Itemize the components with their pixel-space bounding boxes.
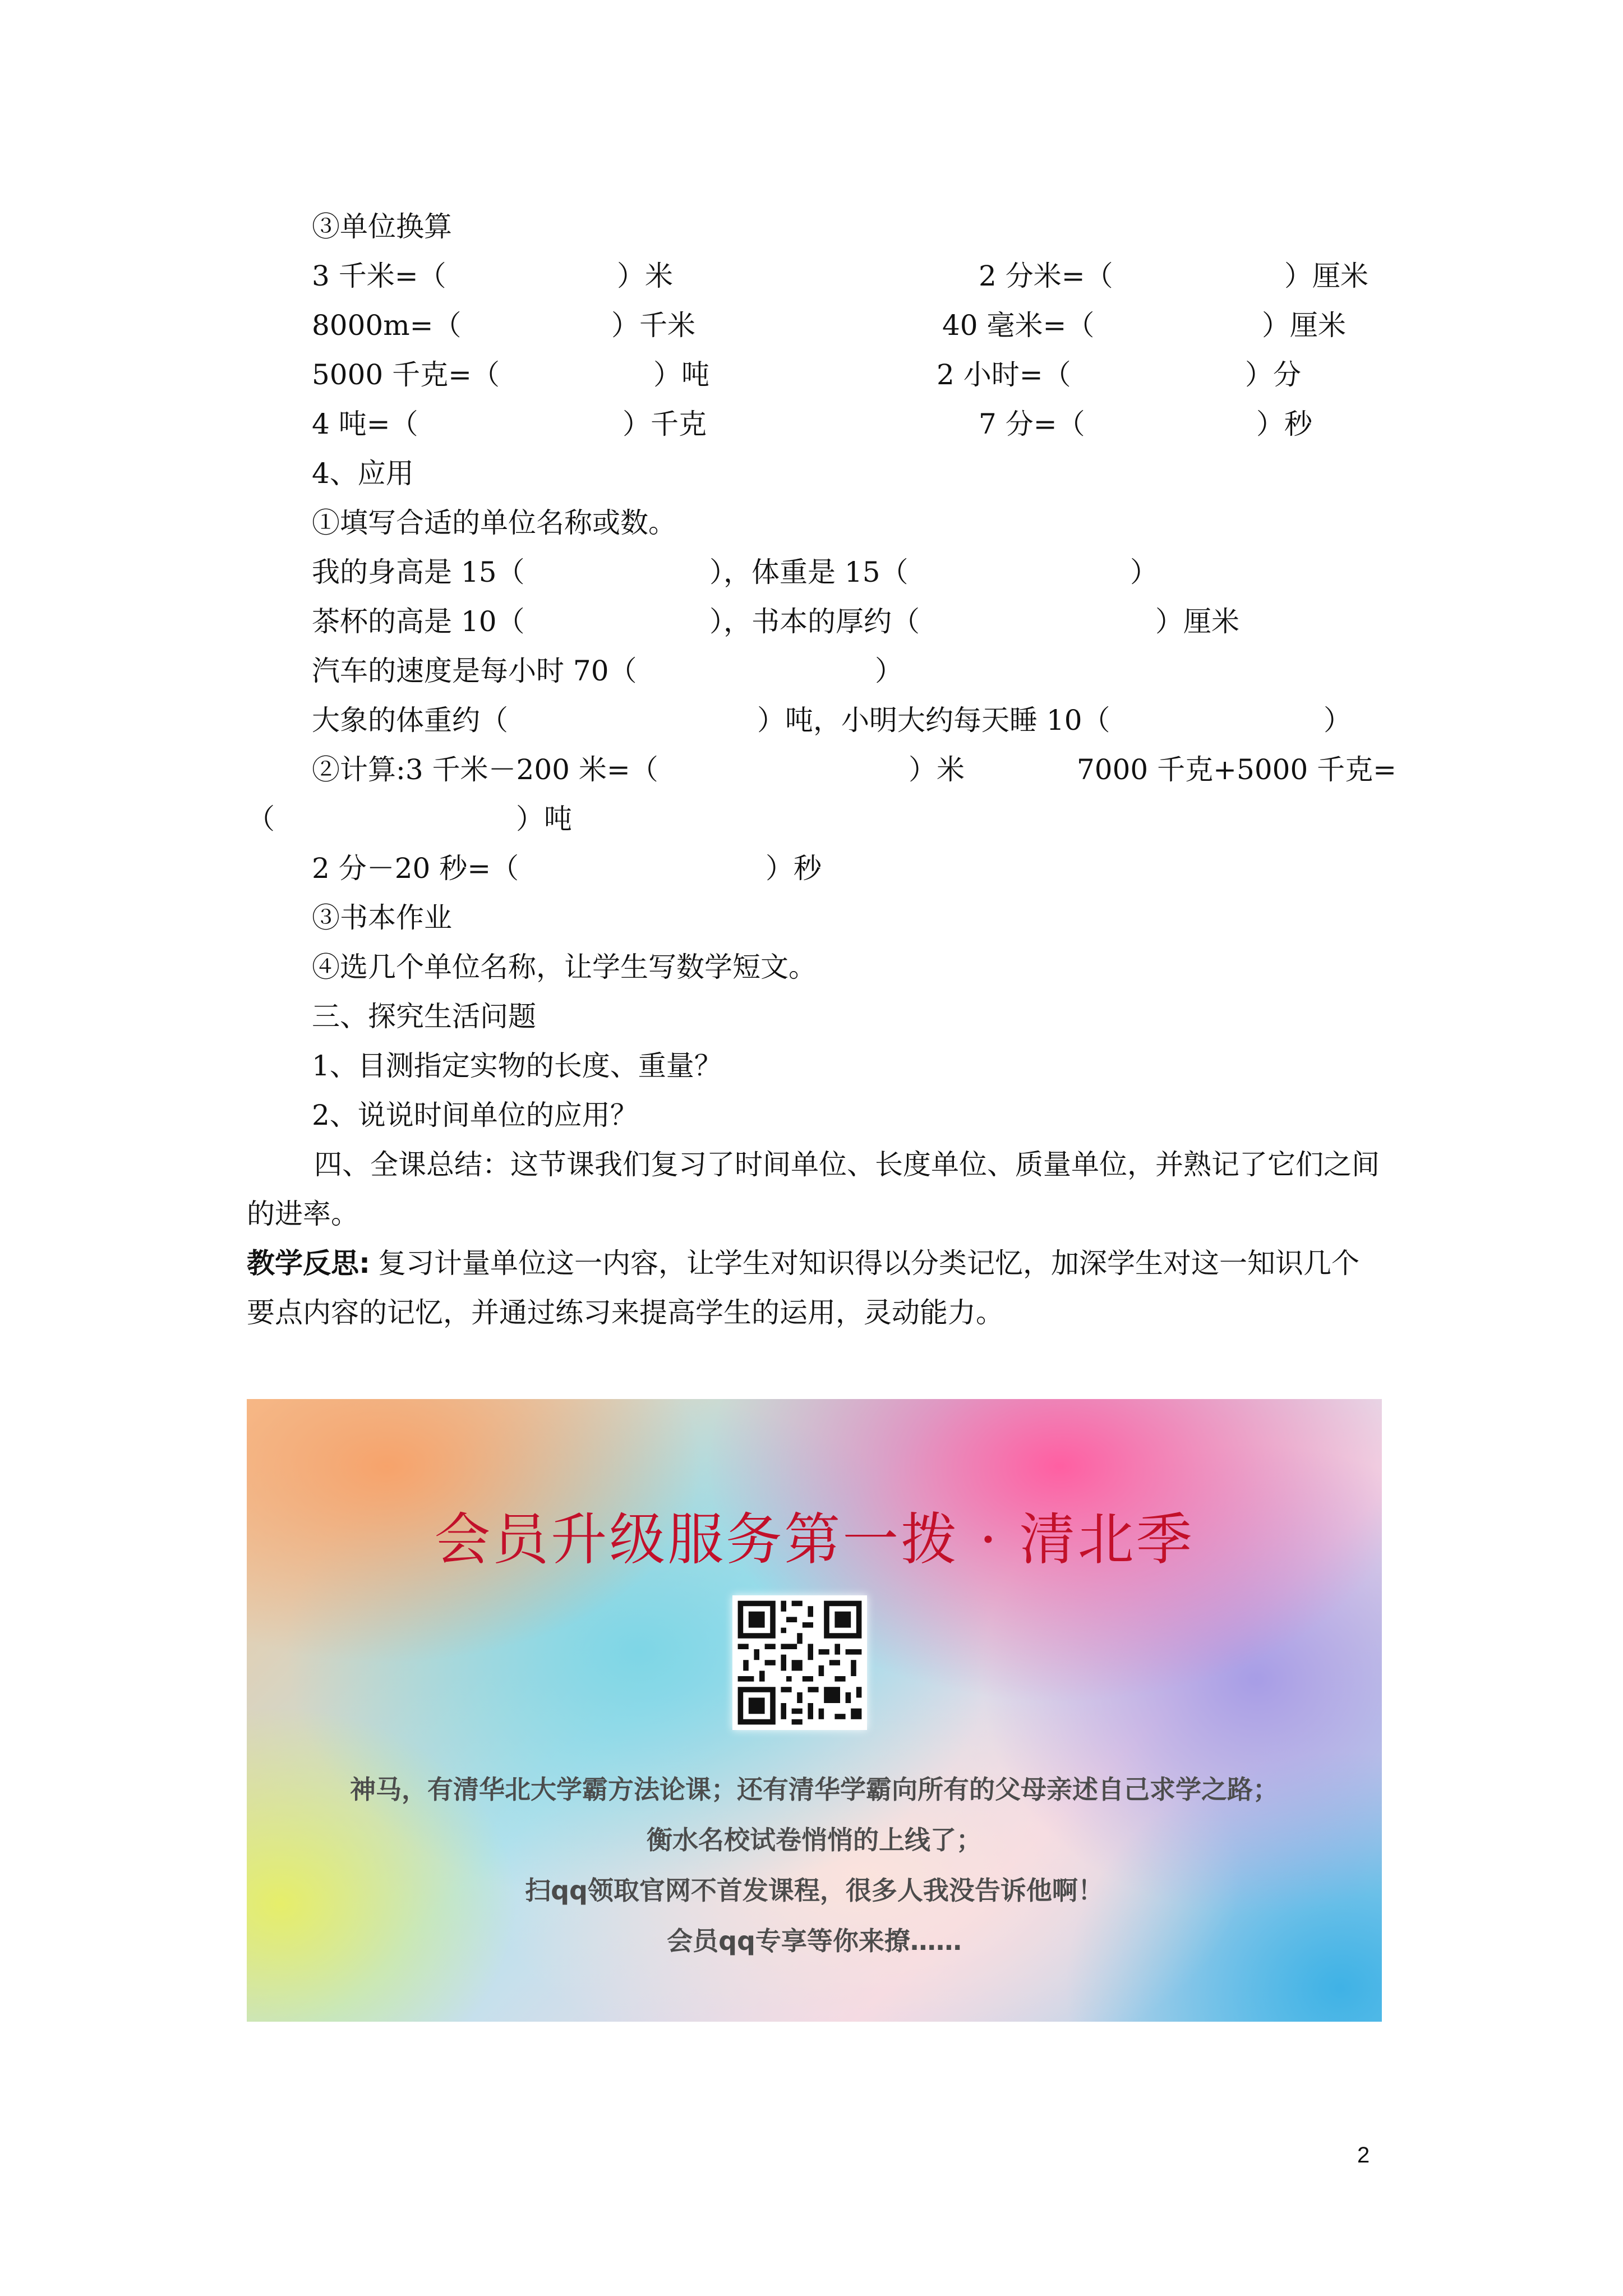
reflection-paragraph: 教学反思: 复习计量单位这一内容，让学生对知识得以分类记忆，加深学生对这一知识几个要点内容的记忆，并通过练习来提高学生的运用，灵动能力。 (247, 1247, 1359, 1329)
summary-paragraph: 四、全课总结：这节课我们复习了时间单位、长度单位、质量单位，并熟记了它们之间的进率。 (247, 1148, 1380, 1230)
banner-line: 神马，有清华北大学霸方法论课；还有清华学霸向所有的父母亲述自己求学之路； (350, 1774, 1279, 1805)
banner-line: 衡水名校试卷悄悄的上线了； (647, 1825, 982, 1855)
page-number: 2 (1357, 2143, 1370, 2168)
qr-code-image[interactable] (732, 1595, 867, 1730)
promo-banner[interactable] (247, 1399, 1382, 2022)
banner-line: 会员qq专享等你来撩…… (667, 1926, 962, 1956)
qr-code-graphic (732, 1595, 867, 1730)
banner-title: 会员升级服务第一拨 · 清北季 (434, 1507, 1195, 1572)
reflection-label: 教学反思: (247, 1247, 370, 1280)
banner-line: 扫qq领取官网不首发课程，很多人我没告诉他啊！ (525, 1875, 1104, 1906)
